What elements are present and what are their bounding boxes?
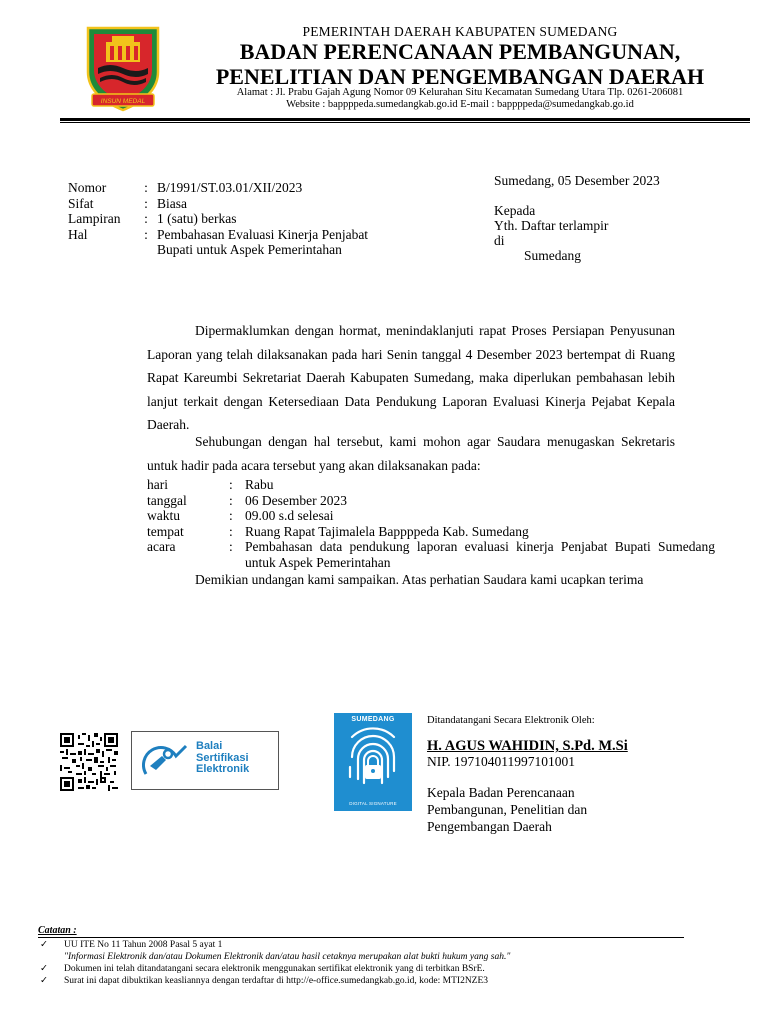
schedule-row-waktu — [147, 508, 717, 524]
meta-label: Lampiran — [68, 211, 121, 226]
meta-label: Nomor — [68, 180, 107, 195]
government-name: PEMERINTAH DAERAH KABUPATEN SUMEDANG — [302, 24, 618, 39]
schedule-label: waktu — [147, 508, 180, 523]
bsre-emblem-icon — [142, 744, 188, 776]
footer-note-quote: "Informasi Elektronik dan/atau Dokumen Elektronik dan/atau hasil cetaknya merupakan alat bukti hukum yang sah." — [64, 952, 511, 962]
footer-note-text: Surat ini dapat dibuktikan keasliannya dengan terdaftar di http://e-office.sumedangkab.go.id, kode: MTI2NZE3 — [64, 976, 489, 986]
meta-colon: : — [144, 180, 148, 195]
meta-colon: : — [144, 211, 148, 226]
bsre-text-line2: Sertifikasi — [196, 751, 249, 764]
schedule-colon: : — [229, 539, 233, 554]
schedule-label: tempat — [147, 523, 184, 539]
schedule-colon: : — [229, 477, 233, 492]
check-icon: ✓ — [40, 940, 48, 950]
footer-note-item — [40, 939, 720, 951]
check-icon: ✓ — [40, 964, 48, 974]
footer-notes — [40, 939, 720, 987]
signer-position — [427, 784, 667, 835]
agency-contact: Website : bappppeda.sumedangkab.go.id E-mail : bappppeda@sumedangkab.go.id — [286, 99, 634, 110]
bsre-logo — [131, 731, 279, 790]
meta-colon: : — [144, 195, 148, 211]
schedule-colon: : — [229, 508, 233, 523]
signer-nip: NIP. 197104011997101001 — [427, 754, 576, 769]
recipient-di: di — [494, 233, 505, 248]
schedule-value: 06 Desember 2023 — [245, 492, 347, 508]
schedule-colon: : — [229, 492, 233, 508]
position-line: Pengembangan Daerah — [427, 819, 552, 834]
footer-note-text: Dokumen ini telah ditandatangani secara elektronik menggunakan sertifikat elektronik yang di terbitkan BSrE. — [64, 964, 485, 974]
meta-row-sifat — [68, 196, 428, 212]
qr-code-image — [57, 733, 121, 791]
position-line: Kepala Badan Perencanaan — [427, 785, 575, 800]
bsre-text-line1: Balai — [196, 740, 223, 752]
meta-label: Hal — [68, 226, 88, 242]
footer-note-item — [40, 963, 720, 975]
meta-value: Pembahasan Evaluasi Kinerja Penjabat Bupati untuk Aspek Pemerintahan — [157, 226, 369, 257]
logo-motto: INSUN MEDAL — [100, 98, 146, 105]
letter-date: Sumedang, 05 Desember 2023 — [494, 173, 660, 188]
meta-row-hal — [68, 227, 428, 258]
schedule-value: Rabu — [245, 477, 274, 492]
check-icon: ✓ — [40, 976, 48, 986]
bsre-text-line3: Elektronik — [196, 763, 250, 775]
footer-note-text: UU ITE No 11 Tahun 2008 Pasal 5 ayat 1 — [64, 940, 223, 950]
meta-value: B/1991/ST.03.01/XII/2023 — [157, 180, 303, 195]
signer-name: H. AGUS WAHIDIN, S.Pd. M.Si — [427, 738, 628, 754]
schedule-label: hari — [147, 477, 168, 492]
closing-paragraph: Demikian undangan kami sampaikan. Atas perhatian Saudara kami ucapkan terima — [195, 572, 644, 587]
event-schedule — [147, 477, 717, 570]
schedule-value: Pembahasan data pendukung laporan evaluasi kinerja Penjabat Bupati Sumedang untuk Aspek Pemerintahan — [245, 539, 715, 570]
recipient-yth: Yth. Daftar terlampir — [494, 218, 609, 233]
meta-label: Sifat — [68, 195, 94, 211]
signed-by-label: Ditandatangani Secara Elektronik Oleh: — [427, 715, 595, 726]
agency-address: Alamat : Jl. Prabu Gajah Agung Nomor 09 Kelurahan Situ Kecamatan Sumedang Utara Tlp. 0261-206081 — [236, 87, 684, 98]
body-paragraph-1: Dipermaklumkan dengan hormat, menindaklanjuti rapat Proses Persiapan Penyusunan Laporan yang telah dilaksanakan pada hari Senin tanggal 4 Desember 2023 bertempat di Ruang Rapat Kareumbi Sekretariat Daerah Kabupaten Sumedang, maka diperlukan pembahasan lebih lanjut terkait dengan Ketersediaan Data Pendukung Laporan Evaluasi Kinerja Pejabat Kepala Daerah. — [147, 323, 675, 432]
meta-value: Biasa — [157, 195, 187, 211]
footer-divider — [38, 937, 684, 938]
schedule-row-tempat — [147, 524, 717, 540]
header-divider-thin — [60, 122, 750, 123]
footer-note-title: Catatan : — [38, 925, 77, 936]
footer-note-item — [40, 975, 720, 987]
regency-crest-logo — [84, 24, 162, 114]
schedule-colon: : — [229, 523, 233, 539]
letter-meta — [68, 180, 428, 258]
badge-caption: DIGITAL SIGNATURE — [349, 801, 397, 806]
meta-row-lampiran — [68, 211, 428, 227]
header-divider-thick — [60, 118, 750, 121]
schedule-value: 09.00 s.d selesai — [245, 508, 334, 523]
schedule-row-hari — [147, 477, 717, 493]
agency-name-line2: PENELITIAN DAN PENGEMBANGAN DAERAH — [215, 64, 705, 89]
meta-colon: : — [144, 226, 148, 242]
schedule-row-acara — [147, 539, 717, 570]
meta-row-nomor — [68, 180, 428, 196]
meta-value: 1 (satu) berkas — [157, 211, 237, 226]
digital-signature-badge — [334, 713, 412, 811]
schedule-label: acara — [147, 539, 176, 554]
badge-title: SUMEDANG — [351, 716, 395, 723]
position-line: Pembangunan, Penelitian dan — [427, 802, 588, 817]
schedule-row-tanggal — [147, 493, 717, 509]
schedule-value: Ruang Rapat Tajimalela Bappppeda Kab. Sumedang — [245, 523, 529, 539]
schedule-label: tanggal — [147, 492, 187, 508]
recipient-place: Sumedang — [524, 248, 581, 263]
agency-name-line1: BADAN PERENCANAAN PEMBANGUNAN, — [239, 39, 681, 64]
fingerprint-icon — [342, 727, 404, 797]
body-paragraph-2: Sehubungan dengan hal tersebut, kami mohon agar Saudara menugaskan Sekretaris untuk hadir pada acara tersebut yang akan dilaksanakan pada: — [147, 434, 675, 473]
recipient-kepada: Kepada — [494, 203, 536, 218]
